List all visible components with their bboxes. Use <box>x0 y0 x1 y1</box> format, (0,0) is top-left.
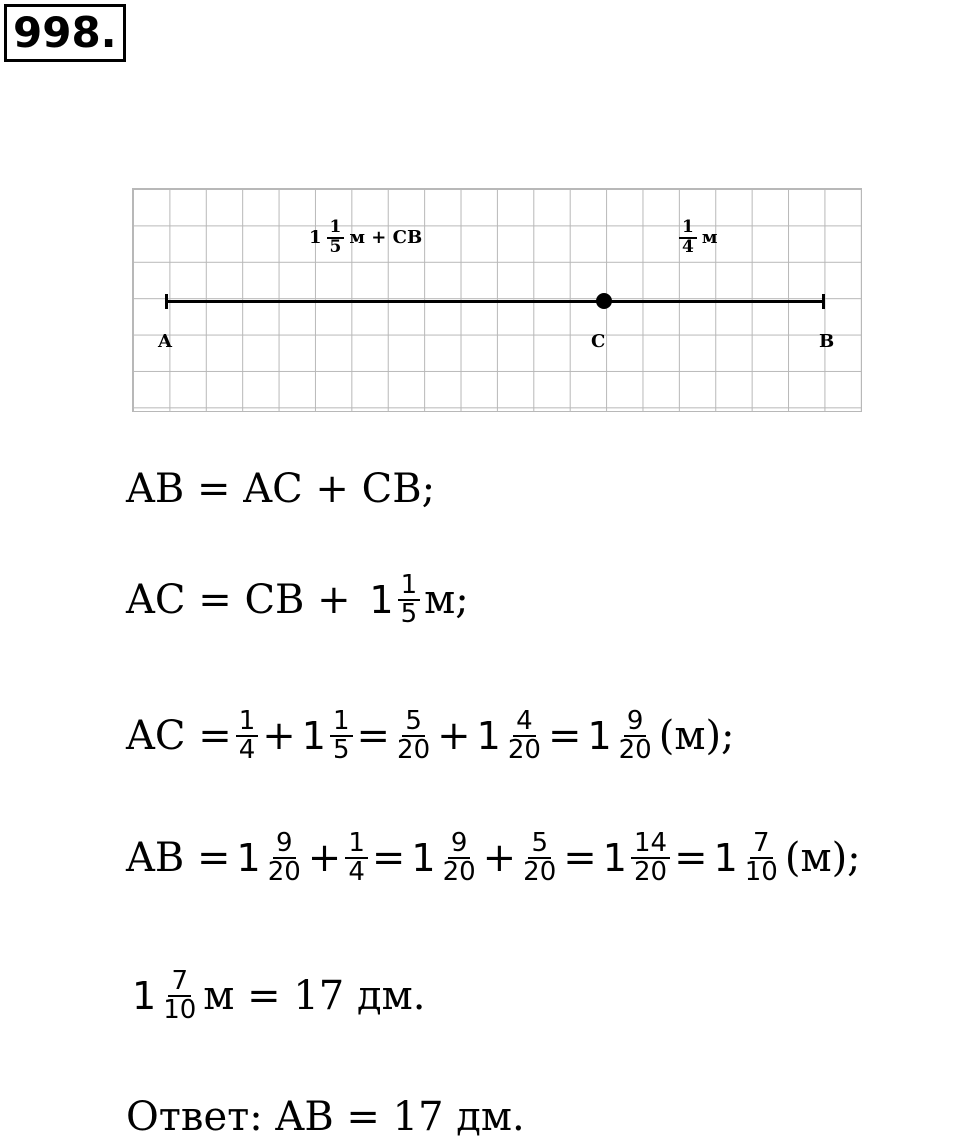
line4-t5-whole: 1 <box>602 836 627 881</box>
line4-lead: AB = <box>126 835 231 882</box>
answer-line <box>126 1094 525 1140</box>
line4-t2-den: 4 <box>348 857 365 888</box>
line3-t4-num: 4 <box>513 708 536 737</box>
line3-t4-whole: 1 <box>476 714 501 759</box>
line3-term1 <box>236 708 259 765</box>
line4-term3 <box>440 830 479 887</box>
ac-fraction <box>327 219 345 257</box>
line3-op3: + <box>437 713 471 760</box>
line2-fraction <box>398 572 421 629</box>
line3-op2: = <box>356 713 391 760</box>
line4-term1 <box>265 830 304 887</box>
line2-tail: м; <box>424 577 469 624</box>
ac-den: 5 <box>329 236 342 257</box>
ac-whole: 1 <box>309 227 322 249</box>
line4-t1-whole: 1 <box>236 836 261 881</box>
line4-t1-den: 20 <box>267 857 301 888</box>
line4-t6-den: 10 <box>744 857 778 888</box>
line4-op2: = <box>371 835 406 882</box>
line3-op1: + <box>262 713 296 760</box>
line3-term5 <box>616 708 655 765</box>
cb-tail: м <box>701 227 718 249</box>
tick-a <box>165 294 168 309</box>
segment-ab <box>165 300 825 303</box>
line4-op1: + <box>307 835 342 882</box>
line3-op4: = <box>547 713 582 760</box>
solution-line-4 <box>126 830 861 887</box>
line5-num: 7 <box>168 968 191 997</box>
ac-length-label <box>309 219 422 257</box>
line4-t4-den: 20 <box>523 857 557 888</box>
tick-b <box>822 294 825 309</box>
solution-line-1 <box>126 466 435 512</box>
line1-text: AB = AC + CB; <box>126 466 436 512</box>
line5-den: 10 <box>163 995 197 1026</box>
line3-term2 <box>330 708 353 765</box>
line3-t2-den: 5 <box>332 735 350 766</box>
solution-line-5 <box>132 968 425 1025</box>
line3-t2-whole: 1 <box>301 714 326 759</box>
line5-fraction <box>160 968 199 1025</box>
line3-term4 <box>505 708 544 765</box>
point-a-label: A <box>158 331 172 352</box>
solution-line-3 <box>126 708 735 765</box>
line2-num: 1 <box>398 572 421 601</box>
line4-term5 <box>631 830 670 887</box>
line3-t3-den: 20 <box>397 735 431 766</box>
line2-den: 5 <box>400 599 418 630</box>
line4-t5-num: 14 <box>631 830 670 859</box>
problem-number: 998. <box>4 4 126 62</box>
line4-t3-num: 9 <box>448 830 471 859</box>
cb-fraction <box>679 219 697 257</box>
line4-t6-num: 7 <box>750 830 773 859</box>
line4-t3-den: 20 <box>442 857 476 888</box>
line3-t1-num: 1 <box>236 708 259 737</box>
line3-t5-den: 20 <box>618 735 652 766</box>
line4-t2-num: 1 <box>345 830 368 859</box>
line4-t6-whole: 1 <box>713 836 738 881</box>
line3-lead: AC = <box>126 713 232 760</box>
line3-t1-den: 4 <box>238 735 256 766</box>
line4-term2 <box>345 830 368 887</box>
line2-lead: AC = CB + <box>126 577 364 624</box>
line4-op3: + <box>482 835 517 882</box>
line4-tail: (м); <box>784 835 861 882</box>
point-c-label: C <box>591 331 606 352</box>
line4-t5-den: 20 <box>633 857 668 888</box>
line5-whole: 1 <box>132 974 157 1019</box>
line4-t1-num: 9 <box>273 830 296 859</box>
line4-t4-num: 5 <box>528 830 551 859</box>
line3-term3 <box>394 708 433 765</box>
ac-num: 1 <box>327 219 345 239</box>
line3-t5-num: 9 <box>624 708 647 737</box>
point-b-label: B <box>819 331 835 352</box>
answer-text: Ответ: AB = 17 дм. <box>126 1094 525 1140</box>
line4-t3-whole: 1 <box>411 836 436 881</box>
line4-term6 <box>742 830 781 887</box>
ac-tail: м + CB <box>349 227 423 249</box>
line3-tail: (м); <box>658 713 735 760</box>
solution-line-2 <box>126 572 469 629</box>
line3-t5-whole: 1 <box>587 714 612 759</box>
line3-t3-num: 5 <box>402 708 425 737</box>
cb-den: 4 <box>682 236 694 257</box>
line4-term4 <box>520 830 559 887</box>
line5-tail: м = 17 дм. <box>203 973 426 1020</box>
cb-num: 1 <box>679 219 697 239</box>
line3-t2-num: 1 <box>330 708 353 737</box>
grid-diagram <box>132 188 862 412</box>
line3-t4-den: 20 <box>507 735 541 766</box>
line2-whole: 1 <box>369 578 394 623</box>
point-c-dot <box>596 293 612 309</box>
line4-op5: = <box>674 835 708 882</box>
line4-op4: = <box>563 835 597 882</box>
cb-length-label <box>678 219 717 257</box>
